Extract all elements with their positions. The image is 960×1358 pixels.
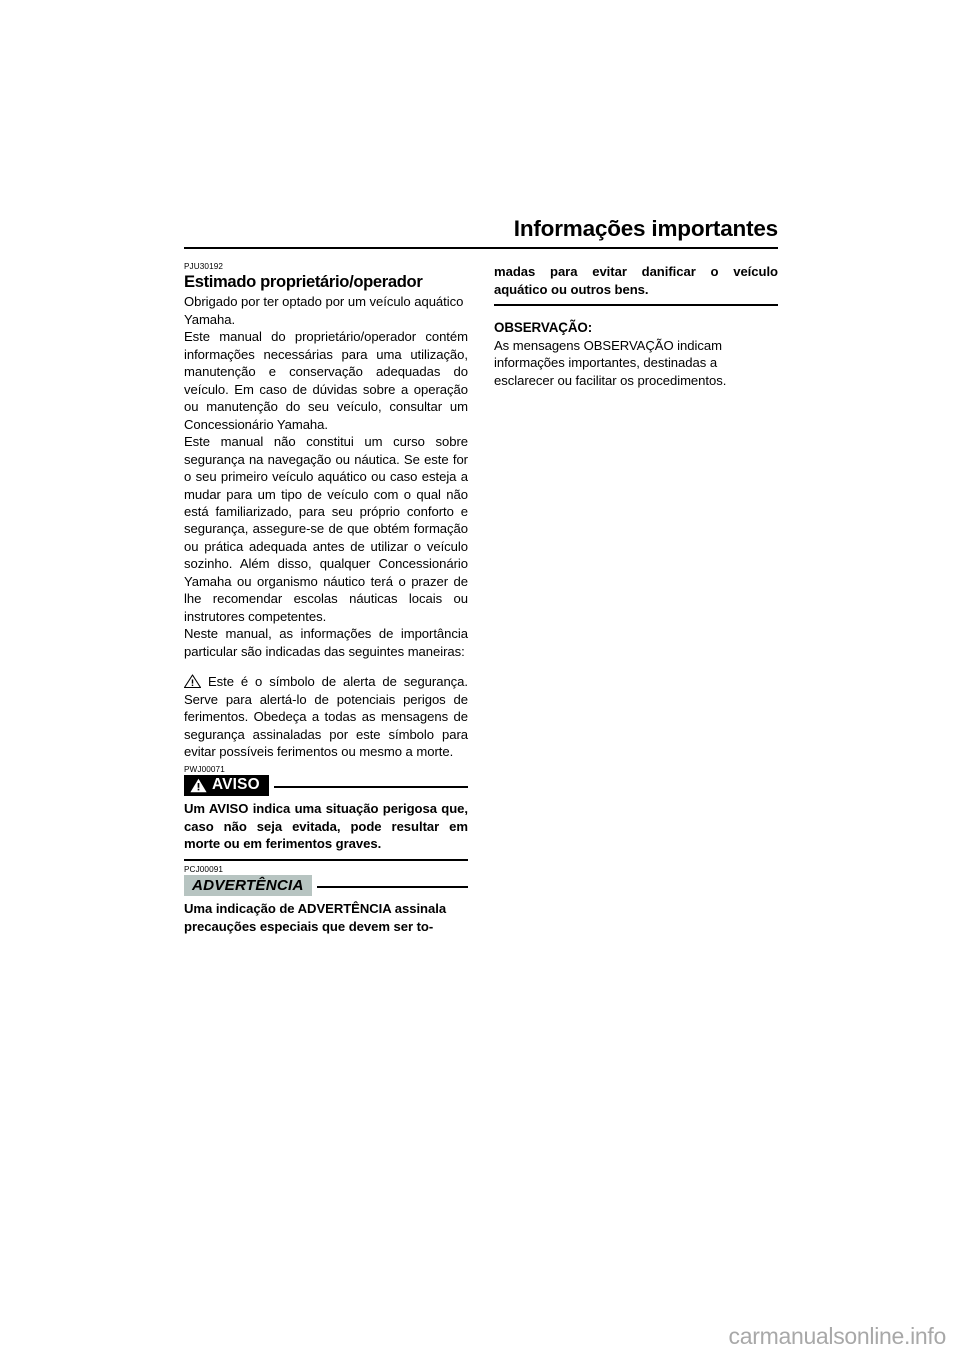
advertencia-badge-label: ADVERTÊNCIA: [192, 876, 304, 894]
safety-alert-text: Este é o símbolo de alerta de segurança. Serve para alertá-lo de potenciais perigos de ferimentos. Obedeça a todas as mensagens de segurança assinaladas por este símbolo para evitar possíveis ferimentos ou mesmo a morte.: [184, 674, 468, 760]
advertencia-badge-rule: [317, 886, 468, 888]
advertencia-refcode: PCJ00091: [184, 864, 224, 874]
paragraph: Obrigado por ter optado por um veículo aquático Yamaha.: [184, 294, 464, 327]
aviso-refcode: PWJ00071: [184, 764, 225, 774]
paragraph: Este manual do proprietário/operador contém informações necessárias para uma utilização, manutenção e conservação adequadas do veículo. Em caso de dúvidas sobre a operação ou manutenção do seu veículo, consultar um Concessionário Yamaha.: [184, 329, 468, 432]
safety-alert-triangle-icon: [184, 674, 201, 688]
observacao-heading: OBSERVAÇÃO:: [494, 320, 593, 336]
body-columns: [184, 263, 778, 935]
section-refcode: PJU30192: [184, 262, 224, 272]
site-watermark: carmanualsonline.info: [728, 1323, 946, 1349]
warning-triangle-icon: [190, 778, 207, 793]
advertencia-continued-text: madas para evitar danificar o veículo aquático ou outros bens.: [494, 264, 778, 297]
aviso-badge-label: AVISO: [212, 776, 260, 794]
advertencia-badge: [184, 875, 312, 896]
header-divider: [184, 247, 778, 249]
page-title: Informações importantes: [513, 216, 778, 241]
observacao-text: As mensagens OBSERVAÇÃO indicam informações importantes, destinadas a esclarecer ou facilitar os procedimentos.: [494, 337, 727, 388]
section-heading: Estimado proprietário/operador: [184, 271, 423, 291]
right-column: [494, 263, 778, 935]
aviso-badge: [184, 775, 269, 796]
aviso-text: Um AVISO indica uma situação perigosa que, caso não seja evitada, pode resultar em morte ou em ferimentos graves.: [184, 801, 468, 852]
paragraph: Este manual não constitui um curso sobre segurança na navegação ou náutica. Se este for o seu primeiro veículo aquático ou caso esteja a mudar para um tipo de veículo com o qual não está familiarizado, para seu próprio conforto e segurança, assegure-se de que obtém formação ou prática adequada antes de utilizar o veículo sozinho. Além disso, qualquer Concessionário Yamaha ou organismo náutico terá o prazer de lhe recomendar escolas náuticas locais ou instrutores competentes.: [184, 434, 468, 624]
paragraph: Neste manual, as informações de importância particular são indicadas das seguintes maneiras:: [184, 626, 468, 659]
safety-alert-paragraph: [184, 673, 468, 760]
left-column: [184, 263, 468, 935]
page-content: [184, 216, 778, 935]
spacer: [494, 306, 778, 319]
advertencia-badge-row: [184, 875, 468, 896]
aviso-badge-row: [184, 775, 468, 796]
advertencia-text: Uma indicação de ADVERTÊNCIA assinala precauções especiais que devem ser to-: [184, 901, 447, 934]
aviso-badge-rule: [274, 786, 468, 788]
spacer: [184, 660, 468, 673]
